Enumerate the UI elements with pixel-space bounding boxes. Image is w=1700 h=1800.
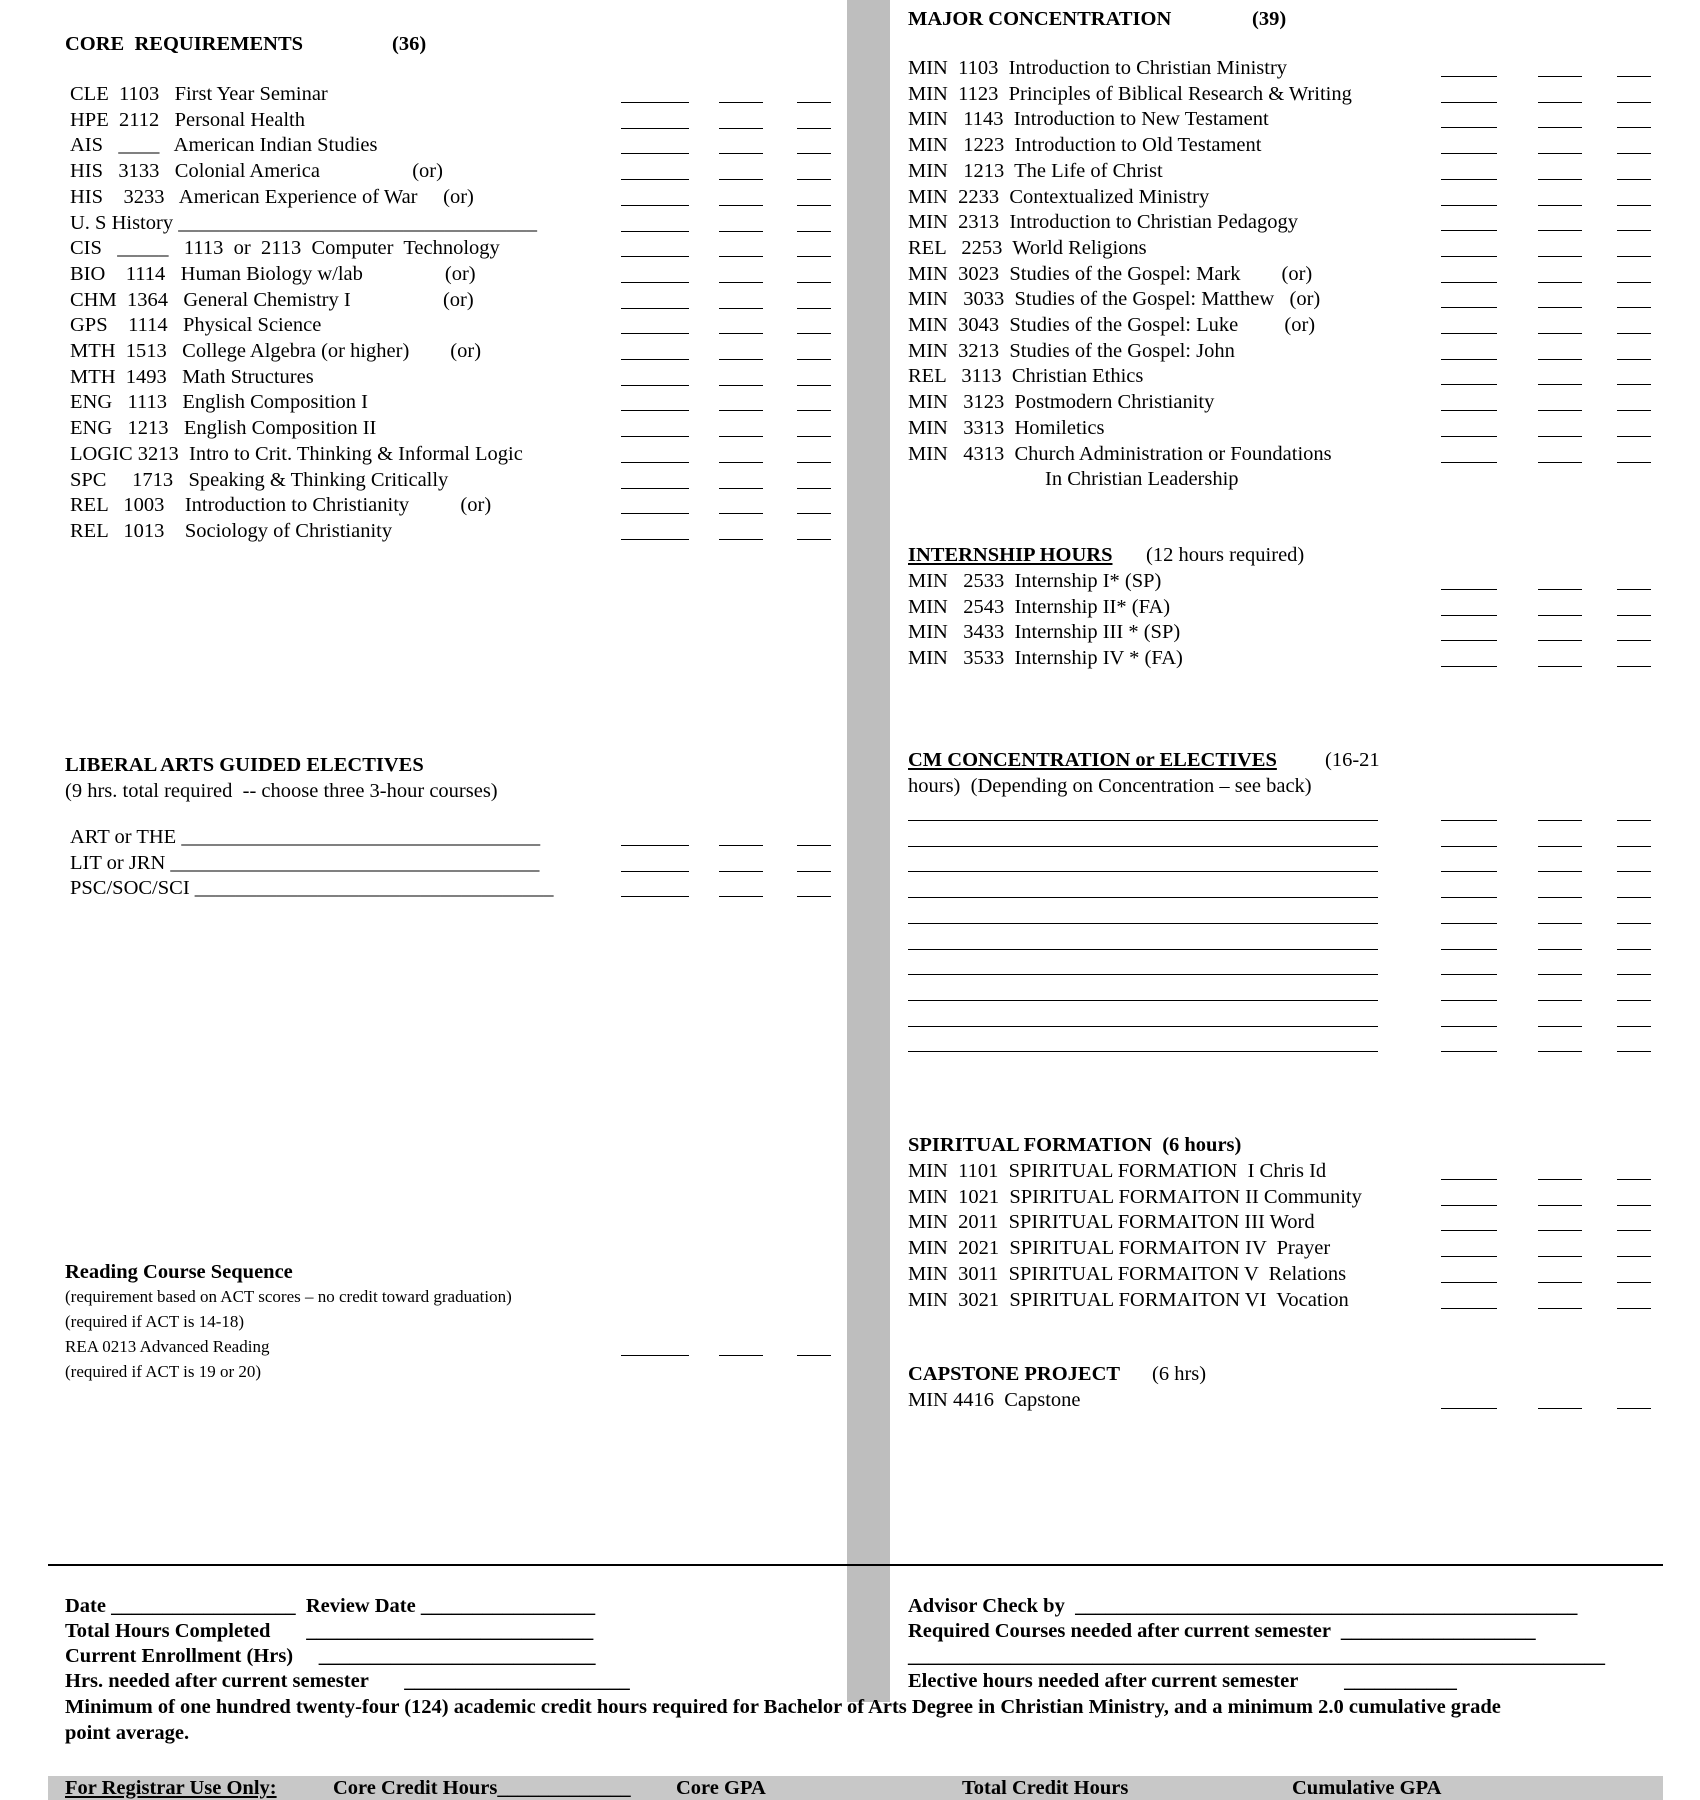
core-course-row-label: REL 1003 Introduction to Christianity (or)	[70, 494, 492, 517]
internship-row-blank-1[interactable]	[1441, 640, 1497, 641]
major-course-row-label: MIN 1143 Introduction to New Testament	[908, 108, 1269, 131]
cm-elective-blank-3[interactable]	[1617, 974, 1651, 975]
liberal-title: LIBERAL ARTS GUIDED ELECTIVES	[65, 754, 424, 776]
internship-title: INTERNSHIP HOURS	[908, 544, 1113, 566]
core-course-row-label: ENG 1213 English Composition II	[70, 417, 377, 440]
footer-date[interactable]: Date __________________ Review Date _________________	[65, 1595, 596, 1617]
registrar-core-gpa: Core GPA	[676, 1777, 766, 1799]
cm-elective-blank-2[interactable]	[1538, 949, 1582, 950]
capstone-title: CAPSTONE PROJECT	[908, 1363, 1121, 1385]
core-course-row-blank-2[interactable]	[719, 488, 763, 489]
core-course-row-blank-3[interactable]	[797, 488, 831, 489]
spiritual-row-blank-3[interactable]	[1617, 1308, 1651, 1309]
internship-row-label: MIN 3533 Internship IV * (FA)	[908, 647, 1183, 670]
cm-elective-blank-1[interactable]	[1441, 846, 1497, 847]
core-course-row-label: LOGIC 3213 Intro to Crit. Thinking & Informal Logic	[70, 442, 523, 465]
major-course-row-blank-3[interactable]	[1617, 359, 1651, 360]
spiritual-row-blank-1[interactable]	[1441, 1308, 1497, 1309]
core-course-row-blank-3[interactable]	[797, 128, 831, 129]
spiritual-row-blank-3[interactable]	[1617, 1282, 1651, 1283]
internship-row-label: MIN 2533 Internship I* (SP)	[908, 570, 1162, 592]
major-course-row-blank-1[interactable]	[1441, 179, 1497, 180]
spiritual-row-label: MIN 3011 SPIRITUAL FORMAITON V Relations	[908, 1262, 1347, 1285]
major-course-row-label: REL 3113 Christian Ethics	[908, 365, 1144, 388]
major-course-row-blank-3[interactable]	[1617, 333, 1651, 334]
major-course-row-blank-2[interactable]	[1538, 282, 1582, 283]
liberal-elective-row-blank-2[interactable]	[719, 871, 763, 872]
major-course-row-blank-2[interactable]	[1538, 127, 1582, 128]
major-course-row-blank-2[interactable]	[1538, 436, 1582, 437]
core-course-row-blank-1[interactable]	[621, 488, 689, 489]
cm-elective-blank-2[interactable]	[1538, 820, 1582, 821]
internship-row-label: MIN 3433 Internship III * (SP)	[908, 621, 1181, 644]
reading-line-1: (requirement based on ACT scores – no credit toward graduation)	[65, 1287, 512, 1306]
major-course-row-blank-3[interactable]	[1617, 230, 1651, 231]
spiritual-row-label: MIN 1021 SPIRITUAL FORMAITON II Community	[908, 1185, 1362, 1208]
core-course-row-blank-2[interactable]	[719, 179, 763, 180]
core-course-row-blank-2[interactable]	[719, 539, 763, 540]
major-course-row-blank-1[interactable]	[1441, 127, 1497, 128]
core-course-row-blank-1[interactable]	[621, 231, 689, 232]
major-course-row-blank-3[interactable]	[1617, 462, 1651, 463]
core-course-row-blank-2[interactable]	[719, 308, 763, 309]
core-course-row-blank-2[interactable]	[719, 128, 763, 129]
major-course-row-label: REL 2253 World Religions	[908, 236, 1147, 259]
cm-elective-course-blank[interactable]	[908, 974, 1378, 975]
major-course-row-blank-3[interactable]	[1617, 76, 1651, 77]
major-course-row-blank-2[interactable]	[1538, 179, 1582, 180]
cm-elective-blank-3[interactable]	[1617, 923, 1651, 924]
core-course-row-blank-1[interactable]	[621, 513, 689, 514]
major-course-row-label: MIN 3023 Studies of the Gospel: Mark (or)	[908, 262, 1313, 285]
cm-elective-course-blank[interactable]	[908, 846, 1378, 847]
major-course-row-blank-2[interactable]	[1538, 359, 1582, 360]
major-course-row-blank-2[interactable]	[1538, 102, 1582, 103]
cm-elective-course-blank[interactable]	[908, 949, 1378, 950]
major-course-row-label: MIN 1223 Introduction to Old Testament	[908, 134, 1262, 157]
spiritual-row-blank-3[interactable]	[1617, 1256, 1651, 1257]
cm-elective-blank-3[interactable]	[1617, 820, 1651, 821]
reading-line-3: REA 0213 Advanced Reading	[65, 1337, 270, 1356]
internship-row-blank-1[interactable]	[1441, 615, 1497, 616]
major-course-row-blank-1[interactable]	[1441, 410, 1497, 411]
core-course-row-blank-2[interactable]	[719, 282, 763, 283]
major-course-row-blank-1[interactable]	[1441, 102, 1497, 103]
core-course-row-label: SPC 1713 Speaking & Thinking Critically	[70, 468, 449, 491]
major-course-row-blank-1[interactable]	[1441, 282, 1497, 283]
cm-elective-blank-3[interactable]	[1617, 897, 1651, 898]
major-course-row-blank-1[interactable]	[1441, 384, 1497, 385]
cm-elective-course-blank[interactable]	[908, 820, 1378, 821]
internship-note: (12 hours required)	[1146, 544, 1305, 566]
cm-elective-course-blank[interactable]	[908, 871, 1378, 872]
spiritual-row-blank-2[interactable]	[1538, 1230, 1582, 1231]
core-course-row-label: MTH 1513 College Algebra (or higher) (or)	[70, 340, 482, 362]
major-title: MAJOR CONCENTRATION	[908, 8, 1172, 30]
footer-advisor[interactable]: Advisor Check by _________________________________________________	[908, 1595, 1578, 1617]
internship-row-label: MIN 2543 Internship II* (FA)	[908, 595, 1171, 618]
major-course-row-blank-1[interactable]	[1441, 256, 1497, 257]
reading-title: Reading Course Sequence	[65, 1261, 293, 1283]
liberal-elective-row-blank-3[interactable]	[797, 896, 831, 897]
liberal-elective-row-blank-2[interactable]	[719, 845, 763, 846]
core-course-row-label: BIO 1114 Human Biology w/lab (or)	[70, 262, 476, 285]
internship-row-blank-2[interactable]	[1538, 589, 1582, 590]
core-course-row-blank-2[interactable]	[719, 513, 763, 514]
spiritual-row-label: MIN 2021 SPIRITUAL FORMAITON IV Prayer	[908, 1237, 1331, 1260]
cm-elective-blank-2[interactable]	[1538, 1051, 1582, 1052]
footer-elective-hours[interactable]: Elective hours needed after current semester ___________	[908, 1670, 1457, 1692]
liberal-elective-row-blank-1[interactable]	[621, 896, 689, 897]
internship-row-blank-2[interactable]	[1538, 666, 1582, 667]
core-course-row-blank-1[interactable]	[621, 282, 689, 283]
reading-line-4: (required if ACT is 19 or 20)	[65, 1362, 262, 1381]
registrar-core-credit[interactable]: Core Credit Hours_____________	[333, 1777, 631, 1799]
major-course-row-blank-3[interactable]	[1617, 282, 1651, 283]
core-course-row-blank-3[interactable]	[797, 539, 831, 540]
core-course-row-blank-3[interactable]	[797, 359, 831, 360]
major-course-row-blank-1[interactable]	[1441, 76, 1497, 77]
major-course-row-blank-1[interactable]	[1441, 230, 1497, 231]
spiritual-row-blank-3[interactable]	[1617, 1205, 1651, 1206]
liberal-subtitle: (9 hrs. total required -- choose three 3-hour courses)	[65, 780, 498, 802]
internship-row-blank-1[interactable]	[1441, 589, 1497, 590]
cm-hours: (16-21	[1325, 749, 1380, 771]
spiritual-row-label: MIN 1101 SPIRITUAL FORMATION I Chris Id	[908, 1160, 1327, 1182]
core-course-row-blank-2[interactable]	[719, 359, 763, 360]
internship-row-blank-2[interactable]	[1538, 615, 1582, 616]
spiritual-row-label: MIN 3021 SPIRITUAL FORMAITON VI Vocation	[908, 1288, 1349, 1311]
liberal-elective-row-label: ART or THE ___________________________________	[70, 826, 541, 848]
major-course-row-blank-1[interactable]	[1441, 436, 1497, 437]
cm-elective-blank-3[interactable]	[1617, 846, 1651, 847]
core-course-row-blank-2[interactable]	[719, 153, 763, 154]
spiritual-row-blank-3[interactable]	[1617, 1179, 1651, 1180]
internship-row-blank-3[interactable]	[1617, 615, 1651, 616]
major-course-row-blank-3[interactable]	[1617, 127, 1651, 128]
cm-elective-course-blank[interactable]	[908, 1051, 1378, 1052]
core-course-row-blank-1[interactable]	[621, 205, 689, 206]
center-divider-band	[847, 0, 890, 1702]
core-course-row-label: HIS 3233 American Experience of War (or)	[70, 185, 474, 208]
reading-blank-2[interactable]	[719, 1355, 763, 1356]
core-course-row-blank-3[interactable]	[797, 205, 831, 206]
cm-elective-blank-1[interactable]	[1441, 820, 1497, 821]
core-course-row-label: CIS _____ 1113 or 2113 Computer Technology	[70, 237, 500, 260]
internship-row-blank-3[interactable]	[1617, 589, 1651, 590]
core-course-row-blank-3[interactable]	[797, 102, 831, 103]
core-course-row-blank-1[interactable]	[621, 359, 689, 360]
internship-row-blank-3[interactable]	[1617, 666, 1651, 667]
core-course-row-blank-2[interactable]	[719, 333, 763, 334]
internship-row-blank-2[interactable]	[1538, 640, 1582, 641]
major-course-row-label: MIN 1103 Introduction to Christian Ministry	[908, 57, 1288, 79]
core-course-row-label: REL 1013 Sociology of Christianity	[70, 519, 393, 542]
cm-elective-blank-3[interactable]	[1617, 871, 1651, 872]
core-course-row-blank-2[interactable]	[719, 231, 763, 232]
core-course-row-label: MTH 1493 Math Structures	[70, 365, 314, 388]
core-course-row-blank-1[interactable]	[621, 308, 689, 309]
footer-current-enrollment[interactable]: Current Enrollment (Hrs) ___________________________	[65, 1645, 596, 1667]
registrar-label: For Registrar Use Only:	[65, 1777, 277, 1799]
cm-elective-course-blank[interactable]	[908, 897, 1378, 898]
core-course-row-blank-1[interactable]	[621, 128, 689, 129]
cm-elective-blank-3[interactable]	[1617, 1000, 1651, 1001]
core-course-row-blank-3[interactable]	[797, 385, 831, 386]
spiritual-row-blank-1[interactable]	[1441, 1205, 1497, 1206]
cm-elective-blank-1[interactable]	[1441, 949, 1497, 950]
liberal-elective-row-label: PSC/SOC/SCI ___________________________________	[70, 877, 554, 900]
cm-elective-blank-2[interactable]	[1538, 897, 1582, 898]
major-course-row-blank-3[interactable]	[1617, 102, 1651, 103]
reading-blank-1[interactable]	[621, 1355, 689, 1356]
cm-elective-blank-1[interactable]	[1441, 1000, 1497, 1001]
spiritual-row-blank-2[interactable]	[1538, 1205, 1582, 1206]
cm-elective-blank-3[interactable]	[1617, 1026, 1651, 1027]
core-hours: (36)	[392, 33, 427, 55]
core-course-row-blank-2[interactable]	[719, 205, 763, 206]
capstone-blank-1[interactable]	[1441, 1408, 1497, 1409]
liberal-elective-row-blank-1[interactable]	[621, 871, 689, 872]
core-course-row-blank-3[interactable]	[797, 153, 831, 154]
core-course-row-blank-2[interactable]	[719, 256, 763, 257]
liberal-elective-row-blank-1[interactable]	[621, 845, 689, 846]
footer-rule	[48, 1564, 1663, 1566]
core-course-row-label: HPE 2112 Personal Health	[70, 108, 305, 131]
core-course-row-blank-3[interactable]	[797, 333, 831, 334]
capstone-hours: (6 hrs)	[1152, 1363, 1207, 1385]
core-course-row-blank-2[interactable]	[719, 462, 763, 463]
major-course-row-blank-2[interactable]	[1538, 153, 1582, 154]
capstone-row: MIN 4416 Capstone	[908, 1389, 1081, 1411]
cm-elective-blank-2[interactable]	[1538, 1000, 1582, 1001]
core-course-row-blank-1[interactable]	[621, 410, 689, 411]
core-course-row-blank-1[interactable]	[621, 539, 689, 540]
cm-elective-course-blank[interactable]	[908, 923, 1378, 924]
spiritual-row-blank-1[interactable]	[1441, 1282, 1497, 1283]
core-title: CORE REQUIREMENTS	[65, 33, 304, 55]
major-course-row-blank-1[interactable]	[1441, 153, 1497, 154]
core-course-row-blank-3[interactable]	[797, 462, 831, 463]
core-course-row-label: CLE 1103 First Year Seminar	[70, 83, 328, 105]
major-course-row-label: MIN 2313 Introduction to Christian Pedagogy	[908, 211, 1299, 234]
core-course-row-label: U. S History ___________________________________	[70, 211, 537, 234]
major-course-row-label: MIN 2233 Contextualized Ministry	[908, 185, 1210, 208]
core-course-row-blank-2[interactable]	[719, 436, 763, 437]
major-course-row-blank-2[interactable]	[1538, 462, 1582, 463]
cm-elective-blank-1[interactable]	[1441, 974, 1497, 975]
major-continuation: In Christian Leadership	[1045, 468, 1239, 490]
major-course-row-blank-1[interactable]	[1441, 333, 1497, 334]
core-course-row-blank-1[interactable]	[621, 102, 689, 103]
major-course-row-blank-2[interactable]	[1538, 333, 1582, 334]
cm-line2: hours) (Depending on Concentration – see back)	[908, 775, 1312, 797]
major-course-row-label: MIN 4313 Church Administration or Foundations	[908, 442, 1332, 465]
major-course-row-label: MIN 3123 Postmodern Christianity	[908, 391, 1215, 414]
internship-row-blank-1[interactable]	[1441, 666, 1497, 667]
cm-elective-blank-1[interactable]	[1441, 897, 1497, 898]
major-course-row-label: MIN 1123 Principles of Biblical Research & Writing	[908, 82, 1352, 105]
spiritual-row-blank-2[interactable]	[1538, 1256, 1582, 1257]
core-course-row-blank-3[interactable]	[797, 256, 831, 257]
cm-elective-blank-2[interactable]	[1538, 923, 1582, 924]
major-course-row-blank-2[interactable]	[1538, 384, 1582, 385]
major-course-row-label: MIN 1213 The Life of Christ	[908, 159, 1163, 182]
registrar-total-credit: Total Credit Hours	[962, 1777, 1129, 1799]
cm-elective-blank-3[interactable]	[1617, 1051, 1651, 1052]
registrar-cumulative-gpa: Cumulative GPA	[1292, 1777, 1442, 1799]
footer-minimum-2: point average.	[65, 1722, 190, 1744]
footer-blank-line[interactable]: ____________________________________________________________________	[908, 1645, 1605, 1667]
major-course-row-blank-1[interactable]	[1441, 462, 1497, 463]
capstone-blank-2[interactable]	[1538, 1408, 1582, 1409]
core-course-row-blank-1[interactable]	[621, 179, 689, 180]
liberal-elective-row-blank-2[interactable]	[719, 896, 763, 897]
capstone-blank-3[interactable]	[1617, 1408, 1651, 1409]
spiritual-row-blank-2[interactable]	[1538, 1308, 1582, 1309]
core-course-row-label: GPS 1114 Physical Science	[70, 314, 322, 337]
major-course-row-blank-2[interactable]	[1538, 230, 1582, 231]
core-course-row-blank-3[interactable]	[797, 179, 831, 180]
cm-elective-blank-2[interactable]	[1538, 871, 1582, 872]
spiritual-row-blank-2[interactable]	[1538, 1179, 1582, 1180]
major-course-row-blank-3[interactable]	[1617, 384, 1651, 385]
core-course-row-blank-3[interactable]	[797, 282, 831, 283]
core-course-row-blank-3[interactable]	[797, 231, 831, 232]
major-course-row-blank-2[interactable]	[1538, 307, 1582, 308]
core-course-row-blank-2[interactable]	[719, 102, 763, 103]
liberal-elective-row-label: LIT or JRN ____________________________________	[70, 851, 540, 874]
core-course-row-blank-3[interactable]	[797, 513, 831, 514]
major-course-row-blank-2[interactable]	[1538, 205, 1582, 206]
major-course-row-blank-3[interactable]	[1617, 410, 1651, 411]
core-course-row-blank-1[interactable]	[621, 436, 689, 437]
core-course-row-blank-1[interactable]	[621, 462, 689, 463]
reading-blank-3[interactable]	[797, 1355, 831, 1356]
core-course-row-label: HIS 3133 Colonial America (or)	[70, 160, 443, 183]
major-course-row-blank-2[interactable]	[1538, 76, 1582, 77]
core-course-row-blank-3[interactable]	[797, 308, 831, 309]
internship-row-blank-3[interactable]	[1617, 640, 1651, 641]
spiritual-row-blank-1[interactable]	[1441, 1179, 1497, 1180]
spiritual-title: SPIRITUAL FORMATION (6 hours)	[908, 1134, 1242, 1156]
major-course-row-blank-3[interactable]	[1617, 436, 1651, 437]
major-course-row-blank-3[interactable]	[1617, 256, 1651, 257]
cm-title: CM CONCENTRATION or ELECTIVES	[908, 749, 1277, 771]
cm-elective-blank-1[interactable]	[1441, 1051, 1497, 1052]
footer-hrs-needed[interactable]: Hrs. needed after current semester ______________________	[65, 1670, 630, 1692]
major-course-row-label: MIN 3213 Studies of the Gospel: John	[908, 339, 1235, 362]
liberal-elective-row-blank-3[interactable]	[797, 871, 831, 872]
major-course-row-label: MIN 3033 Studies of the Gospel: Matthew (or)	[908, 288, 1321, 311]
spiritual-row-blank-1[interactable]	[1441, 1230, 1497, 1231]
footer-minimum: Minimum of one hundred twenty-four (124) academic credit hours required for Bachelor of Arts Degree in Christian Ministry, and a minimum 2.0 cumulative grade	[65, 1696, 1501, 1718]
major-course-row-blank-1[interactable]	[1441, 205, 1497, 206]
major-hours: (39)	[1252, 8, 1287, 30]
spiritual-row-blank-2[interactable]	[1538, 1282, 1582, 1283]
core-course-row-blank-1[interactable]	[621, 385, 689, 386]
core-course-row-blank-2[interactable]	[719, 385, 763, 386]
liberal-elective-row-blank-3[interactable]	[797, 845, 831, 846]
core-course-row-label: ENG 1113 English Composition I	[70, 391, 369, 414]
major-course-row-label: MIN 3043 Studies of the Gospel: Luke (or)	[908, 314, 1316, 336]
major-course-row-blank-2[interactable]	[1538, 410, 1582, 411]
spiritual-row-label: MIN 2011 SPIRITUAL FORMAITON III Word	[908, 1211, 1315, 1234]
cm-elective-blank-2[interactable]	[1538, 846, 1582, 847]
cm-elective-blank-1[interactable]	[1441, 1026, 1497, 1027]
spiritual-row-blank-3[interactable]	[1617, 1230, 1651, 1231]
spiritual-row-blank-1[interactable]	[1441, 1256, 1497, 1257]
cm-elective-blank-1[interactable]	[1441, 923, 1497, 924]
footer-total-hours[interactable]: Total Hours Completed ____________________________	[65, 1620, 594, 1642]
cm-elective-blank-2[interactable]	[1538, 974, 1582, 975]
core-course-row-blank-1[interactable]	[621, 333, 689, 334]
core-course-row-label: CHM 1364 General Chemistry I (or)	[70, 288, 474, 311]
core-course-row-blank-1[interactable]	[621, 153, 689, 154]
core-course-row-blank-3[interactable]	[797, 436, 831, 437]
cm-elective-blank-2[interactable]	[1538, 1026, 1582, 1027]
core-course-row-blank-3[interactable]	[797, 410, 831, 411]
major-course-row-blank-3[interactable]	[1617, 205, 1651, 206]
major-course-row-blank-1[interactable]	[1441, 307, 1497, 308]
core-course-row-blank-2[interactable]	[719, 410, 763, 411]
core-course-row-blank-1[interactable]	[621, 256, 689, 257]
cm-elective-blank-1[interactable]	[1441, 871, 1497, 872]
reading-line-2: (required if ACT is 14-18)	[65, 1312, 245, 1331]
cm-elective-course-blank[interactable]	[908, 1026, 1378, 1027]
major-course-row-blank-2[interactable]	[1538, 256, 1582, 257]
major-course-row-blank-1[interactable]	[1441, 359, 1497, 360]
major-course-row-blank-3[interactable]	[1617, 153, 1651, 154]
major-course-row-label: MIN 3313 Homiletics	[908, 416, 1105, 439]
cm-elective-course-blank[interactable]	[908, 1000, 1378, 1001]
cm-elective-blank-3[interactable]	[1617, 949, 1651, 950]
major-course-row-blank-3[interactable]	[1617, 179, 1651, 180]
footer-required-courses[interactable]: Required Courses needed after current semester ___________________	[908, 1620, 1536, 1642]
major-course-row-blank-3[interactable]	[1617, 307, 1651, 308]
core-course-row-label: AIS ____ American Indian Studies	[70, 134, 378, 157]
